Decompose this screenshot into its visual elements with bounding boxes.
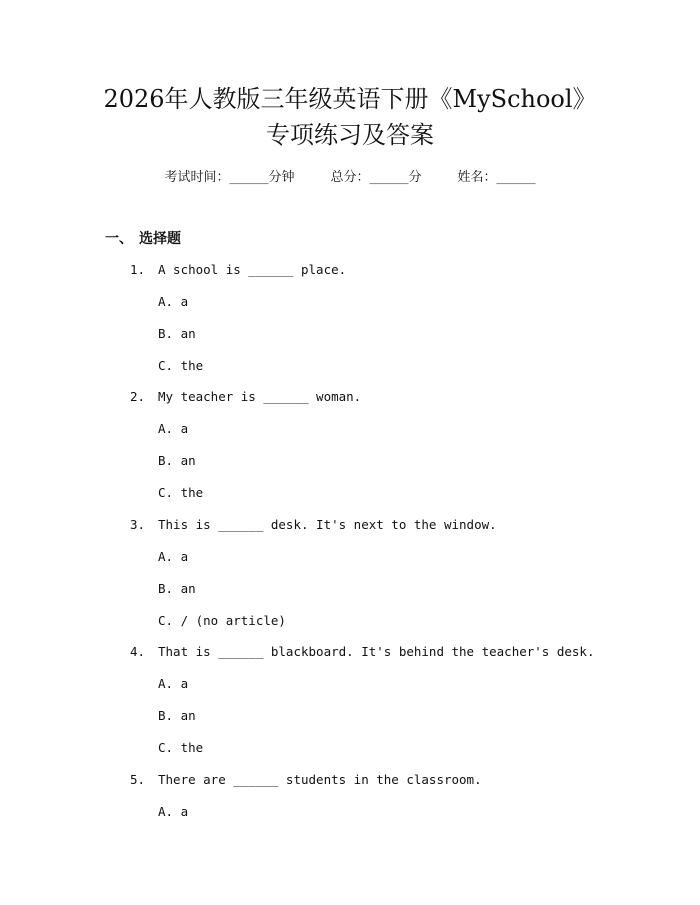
answer-option: A. a [158,294,189,309]
student-name-field: 姓名：______ [457,170,536,185]
section-title: 选择题 [139,231,181,247]
answer-option: B. an [158,708,196,723]
question-number: 1. [130,262,146,277]
answer-option: C. the [158,358,204,373]
question-number: 3. [130,517,146,532]
answer-option: B. an [158,453,196,468]
answer-option: C. / (no article) [158,613,286,628]
answer-option: C. the [158,740,204,755]
question-number: 4. [130,644,146,659]
answer-option: B. an [158,581,196,596]
answer-option: A. a [158,804,189,819]
answer-option: A. a [158,549,189,564]
section-number: 一、 [105,231,133,247]
question-number: 5. [130,772,146,787]
question-number: 2. [130,389,146,404]
question-text: That is ______ blackboard. It's behind the teacher's desk. [158,644,595,659]
question-text: A school is ______ place. [158,262,347,277]
document-title-line-2: 专项练习及答案 [266,121,434,149]
exam-meta [0,169,700,187]
answer-option: C. the [158,485,204,500]
answer-option: B. an [158,326,196,341]
question-text: This is ______ desk. It's next to the window. [158,517,497,532]
question-text: My teacher is ______ woman. [158,389,362,404]
document-title-line-1: 2026年人教版三年级英语下册《MySchool》 [103,85,597,113]
total-score-field: 总分：______分 [330,170,422,185]
answer-option: A. a [158,421,189,436]
answer-option: A. a [158,676,189,691]
exam-time-field: 考试时间：______分钟 [164,170,295,185]
section-heading [105,230,181,248]
question-text: There are ______ students in the classroom. [158,772,482,787]
